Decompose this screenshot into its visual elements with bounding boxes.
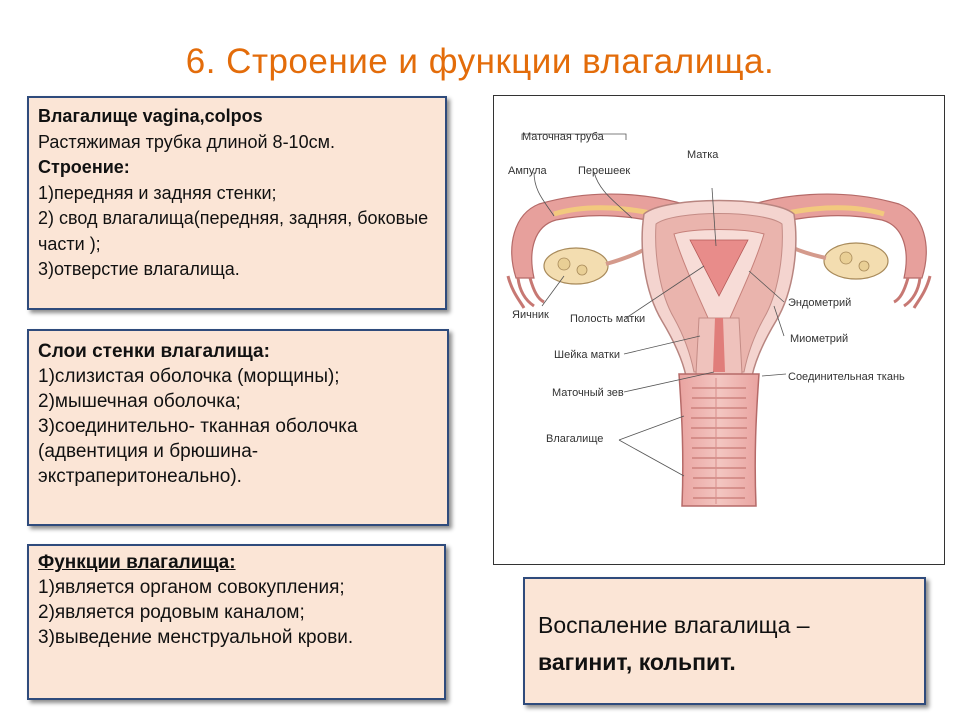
structure-length-text: Растяжимая трубка длиной 8-10см. <box>38 131 335 152</box>
list-item: 2) свод влагалища(передняя, задняя, боковые части ); <box>38 208 429 254</box>
left-ovary <box>544 248 608 284</box>
anatomy-figure <box>493 95 945 565</box>
label-isthmus: Перешеек <box>578 165 631 177</box>
label-ampula: Ампула <box>508 165 547 177</box>
label-uterine-os: Маточный зев <box>552 387 624 399</box>
inflammation-box <box>523 577 926 705</box>
label-ovary: Яичник <box>512 309 549 321</box>
functions-heading: Функции влагалища: <box>38 552 236 573</box>
list-item: 3)выведение менструальной крови. <box>38 627 354 649</box>
list-item: 3)отверстие влагалища. <box>38 259 240 280</box>
list-item: 1)передняя и задняя стенки; <box>38 182 277 203</box>
label-vagina: Влагалище <box>546 433 604 445</box>
label-uterine-cavity: Полость матки <box>570 313 646 325</box>
structure-subheading: Строение: <box>38 157 130 178</box>
label-endometrium: Эндометрий <box>788 297 852 309</box>
label-uterus: Матка <box>687 149 719 161</box>
functions-box <box>27 544 446 700</box>
label-connective-tissue: Соединительная ткань <box>788 371 905 383</box>
page-title: 6. Строение и функции влагалища. <box>185 42 775 81</box>
label-myometrium: Миометрий <box>790 333 849 345</box>
label-cervix: Шейка матки <box>554 349 621 361</box>
list-item: 3)соединительно- тканная оболочка (адвентиция и брюшина- экстраперитонеально). <box>38 416 358 488</box>
layers-heading: Слои стенки влагалища: <box>38 341 270 362</box>
inflammation-terms: вагинит, кольпит. <box>538 648 736 675</box>
label-fallopian-tube: Маточная труба <box>522 131 604 143</box>
list-item: 1)слизистая оболочка (морщины); <box>38 366 340 388</box>
vagina <box>679 374 759 506</box>
right-ovary <box>824 243 888 279</box>
layers-box <box>27 329 449 526</box>
structure-heading: Влагалище vagina,colpos <box>38 106 263 126</box>
list-item: 2)является родовым каналом; <box>38 602 305 624</box>
list-item: 1)является органом совокупления; <box>38 577 345 599</box>
inflammation-text: Воспаление влагалища – <box>538 612 810 638</box>
structure-box <box>27 96 447 310</box>
list-item: 2)мышечная оболочка; <box>38 391 241 413</box>
uterus-illustration <box>494 96 944 564</box>
